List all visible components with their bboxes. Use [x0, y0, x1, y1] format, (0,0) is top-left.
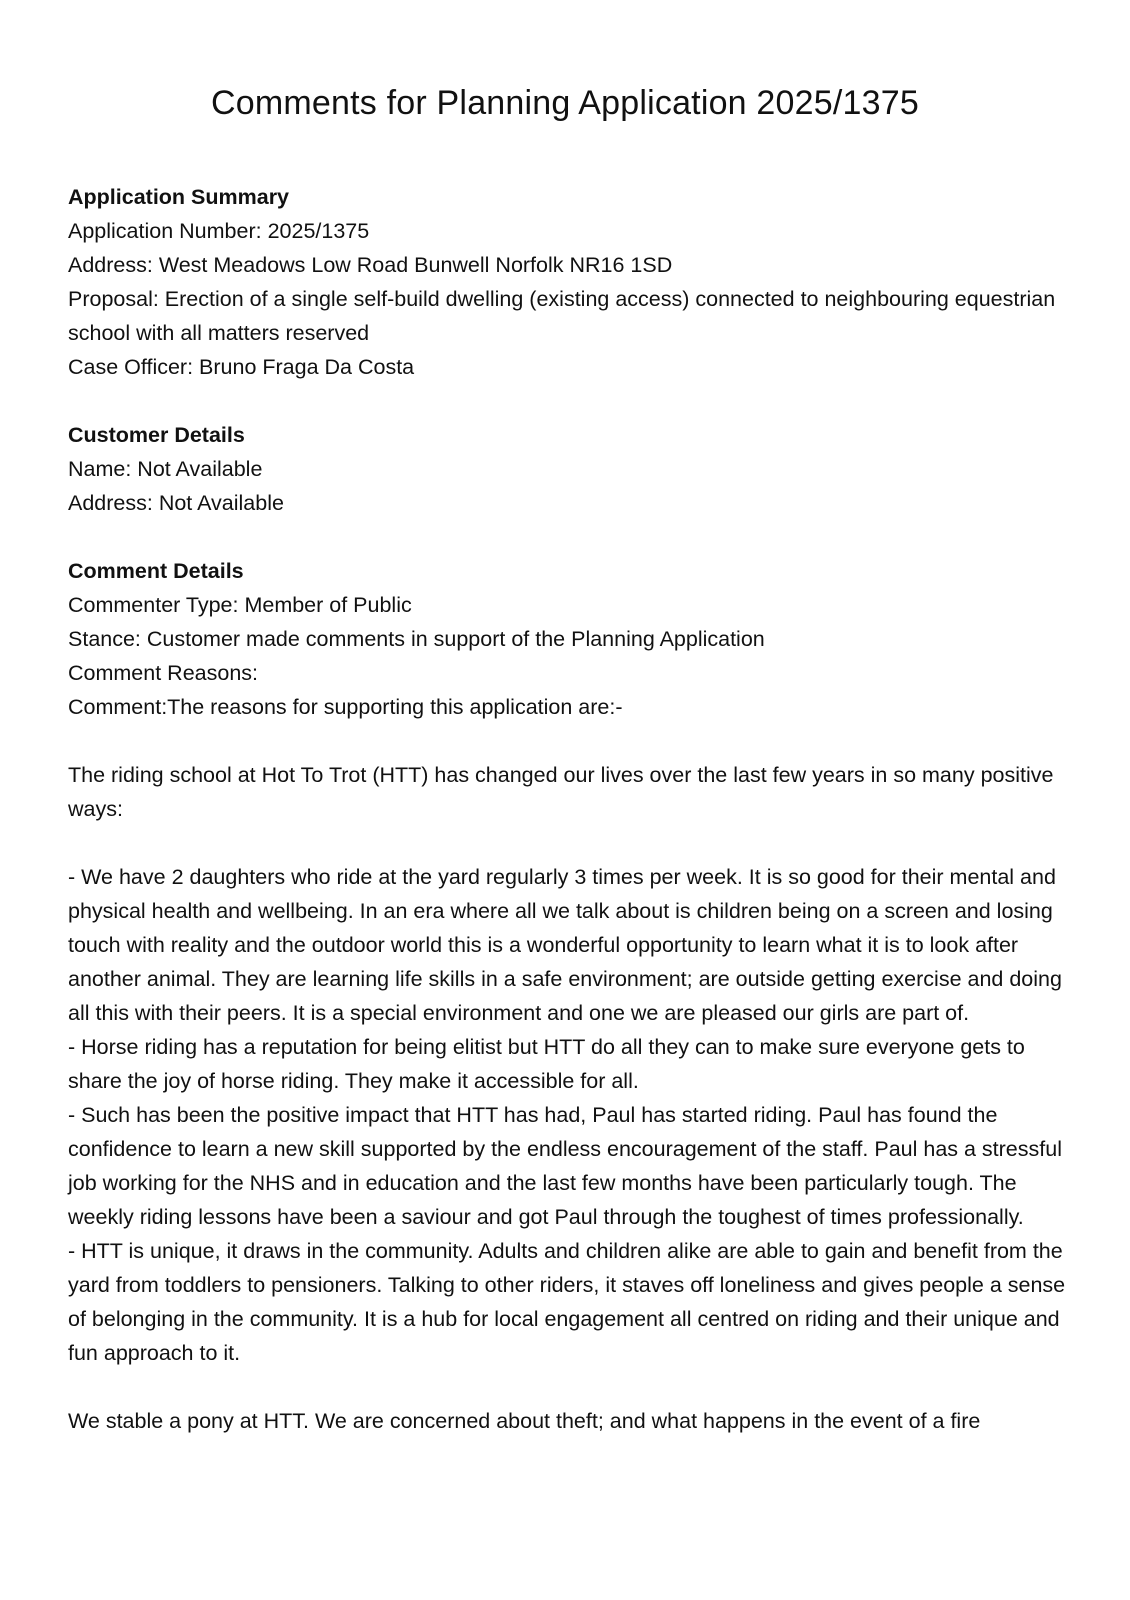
comment-opening-paragraph: The riding school at Hot To Trot (HTT) has changed our lives over the last few years in so many positive ways:	[68, 763, 1054, 821]
document-content	[68, 180, 1068, 1438]
comment-bullet-item: - Such has been the positive impact that HTT has had, Paul has started riding. Paul has found the confidence to learn a new skill supported by the endless encouragement of the staff. Paul has a stressful job working for the NHS and in education and the last few months have been particularly tough. The weekly riding lessons have been a saviour and got Paul through the toughest of times professionally.	[68, 1103, 1062, 1229]
application-number: Application Number: 2025/1375	[68, 219, 370, 243]
comment-reasons: Comment Reasons:	[68, 661, 258, 685]
comment-details-heading: Comment Details	[68, 559, 244, 583]
comment-bullet-item: - Horse riding has a reputation for being elitist but HTT do all they can to make sure everyone gets to share the joy of horse riding. They make it accessible for all.	[68, 1035, 1025, 1093]
comment-closing-paragraph: We stable a pony at HTT. We are concerned about theft; and what happens in the event of a fire	[68, 1409, 981, 1433]
application-summary-heading: Application Summary	[68, 185, 290, 209]
customer-address: Address: Not Available	[68, 491, 284, 515]
application-proposal: Proposal: Erection of a single self-build dwelling (existing access) connected to neighbouring equestrian school with all matters reserved	[68, 287, 1056, 345]
comment-details-section	[68, 554, 1068, 724]
comment-stance: Stance: Customer made comments in support of the Planning Application	[68, 627, 765, 651]
comment-intro: Comment:The reasons for supporting this application are:-	[68, 695, 623, 719]
application-summary-section	[68, 180, 1068, 384]
comment-bullet-list	[68, 860, 1068, 1370]
comment-bullet-item: - HTT is unique, it draws in the community. Adults and children alike are able to gain and benefit from the yard from toddlers to pensioners. Talking to other riders, it staves off loneliness and gives people a sense of belonging in the community. It is a hub for local engagement all centred on riding and their unique and fun approach to it.	[68, 1239, 1066, 1365]
comment-bullet-item: - We have 2 daughters who ride at the yard regularly 3 times per week. It is so good for their mental and physical health and wellbeing. In an era where all we talk about is children being on a screen and losing touch with reality and the outdoor world this is a wonderful opportunity to learn what it is to look after another animal. They are learning life skills in a safe environment; are outside getting exercise and doing all this with their peers. It is a special environment and one we are pleased our girls are part of.	[68, 865, 1062, 1025]
commenter-type: Commenter Type: Member of Public	[68, 593, 412, 617]
page-title: Comments for Planning Application 2025/1375	[211, 84, 919, 122]
application-address: Address: West Meadows Low Road Bunwell Norfolk NR16 1SD	[68, 253, 673, 277]
customer-name: Name: Not Available	[68, 457, 263, 481]
customer-details-heading: Customer Details	[68, 423, 245, 447]
case-officer: Case Officer: Bruno Fraga Da Costa	[68, 355, 415, 379]
customer-details-section	[68, 418, 1068, 520]
